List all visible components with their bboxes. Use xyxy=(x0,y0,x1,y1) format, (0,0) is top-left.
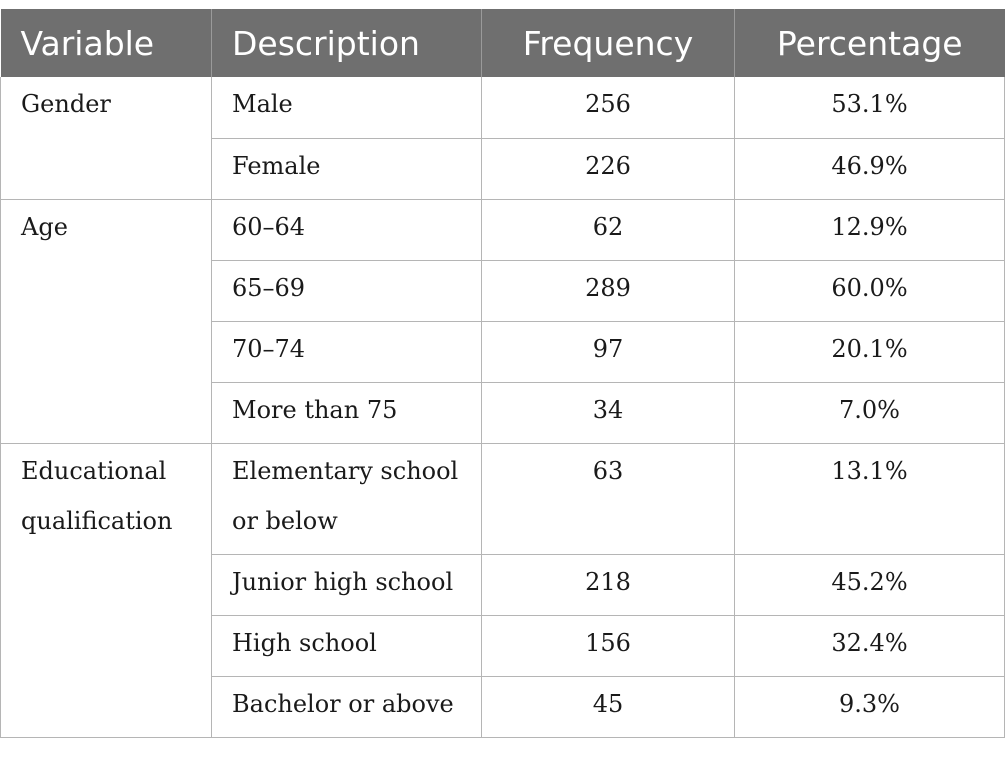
header-frequency: Frequency xyxy=(482,9,735,77)
description-cell: Junior high school xyxy=(212,554,482,615)
percentage-cell: 9.3% xyxy=(735,676,1005,737)
description-cell: 70–74 xyxy=(212,321,482,382)
description-cell: 60–64 xyxy=(212,199,482,260)
demographics-table xyxy=(0,9,1005,738)
description-cell: Bachelor or above xyxy=(212,676,482,737)
percentage-cell: 45.2% xyxy=(735,554,1005,615)
description-cell: Male xyxy=(212,77,482,138)
header-description: Description xyxy=(212,9,482,77)
table-row xyxy=(1,199,1005,260)
frequency-cell: 289 xyxy=(482,260,735,321)
header-row xyxy=(1,9,1005,77)
frequency-cell: 218 xyxy=(482,554,735,615)
description-cell: More than 75 xyxy=(212,382,482,443)
table-row xyxy=(1,443,1005,554)
percentage-cell: 13.1% xyxy=(735,443,1005,554)
description-cell: 65–69 xyxy=(212,260,482,321)
percentage-cell: 32.4% xyxy=(735,615,1005,676)
frequency-cell: 256 xyxy=(482,77,735,138)
table-row xyxy=(1,77,1005,138)
header-percentage: Percentage xyxy=(735,9,1005,77)
percentage-cell: 60.0% xyxy=(735,260,1005,321)
variable-cell-gender: Gender xyxy=(1,77,212,199)
description-cell: Elementary school or below xyxy=(212,443,482,554)
frequency-cell: 34 xyxy=(482,382,735,443)
percentage-cell: 7.0% xyxy=(735,382,1005,443)
frequency-cell: 63 xyxy=(482,443,735,554)
frequency-cell: 97 xyxy=(482,321,735,382)
frequency-cell: 45 xyxy=(482,676,735,737)
frequency-cell: 226 xyxy=(482,138,735,199)
description-cell: High school xyxy=(212,615,482,676)
percentage-cell: 20.1% xyxy=(735,321,1005,382)
variable-cell-education: Educational qualification xyxy=(1,443,212,737)
percentage-cell: 46.9% xyxy=(735,138,1005,199)
header-variable: Variable xyxy=(1,9,212,77)
frequency-cell: 156 xyxy=(482,615,735,676)
description-cell: Female xyxy=(212,138,482,199)
variable-cell-age: Age xyxy=(1,199,212,443)
percentage-cell: 12.9% xyxy=(735,199,1005,260)
frequency-cell: 62 xyxy=(482,199,735,260)
percentage-cell: 53.1% xyxy=(735,77,1005,138)
